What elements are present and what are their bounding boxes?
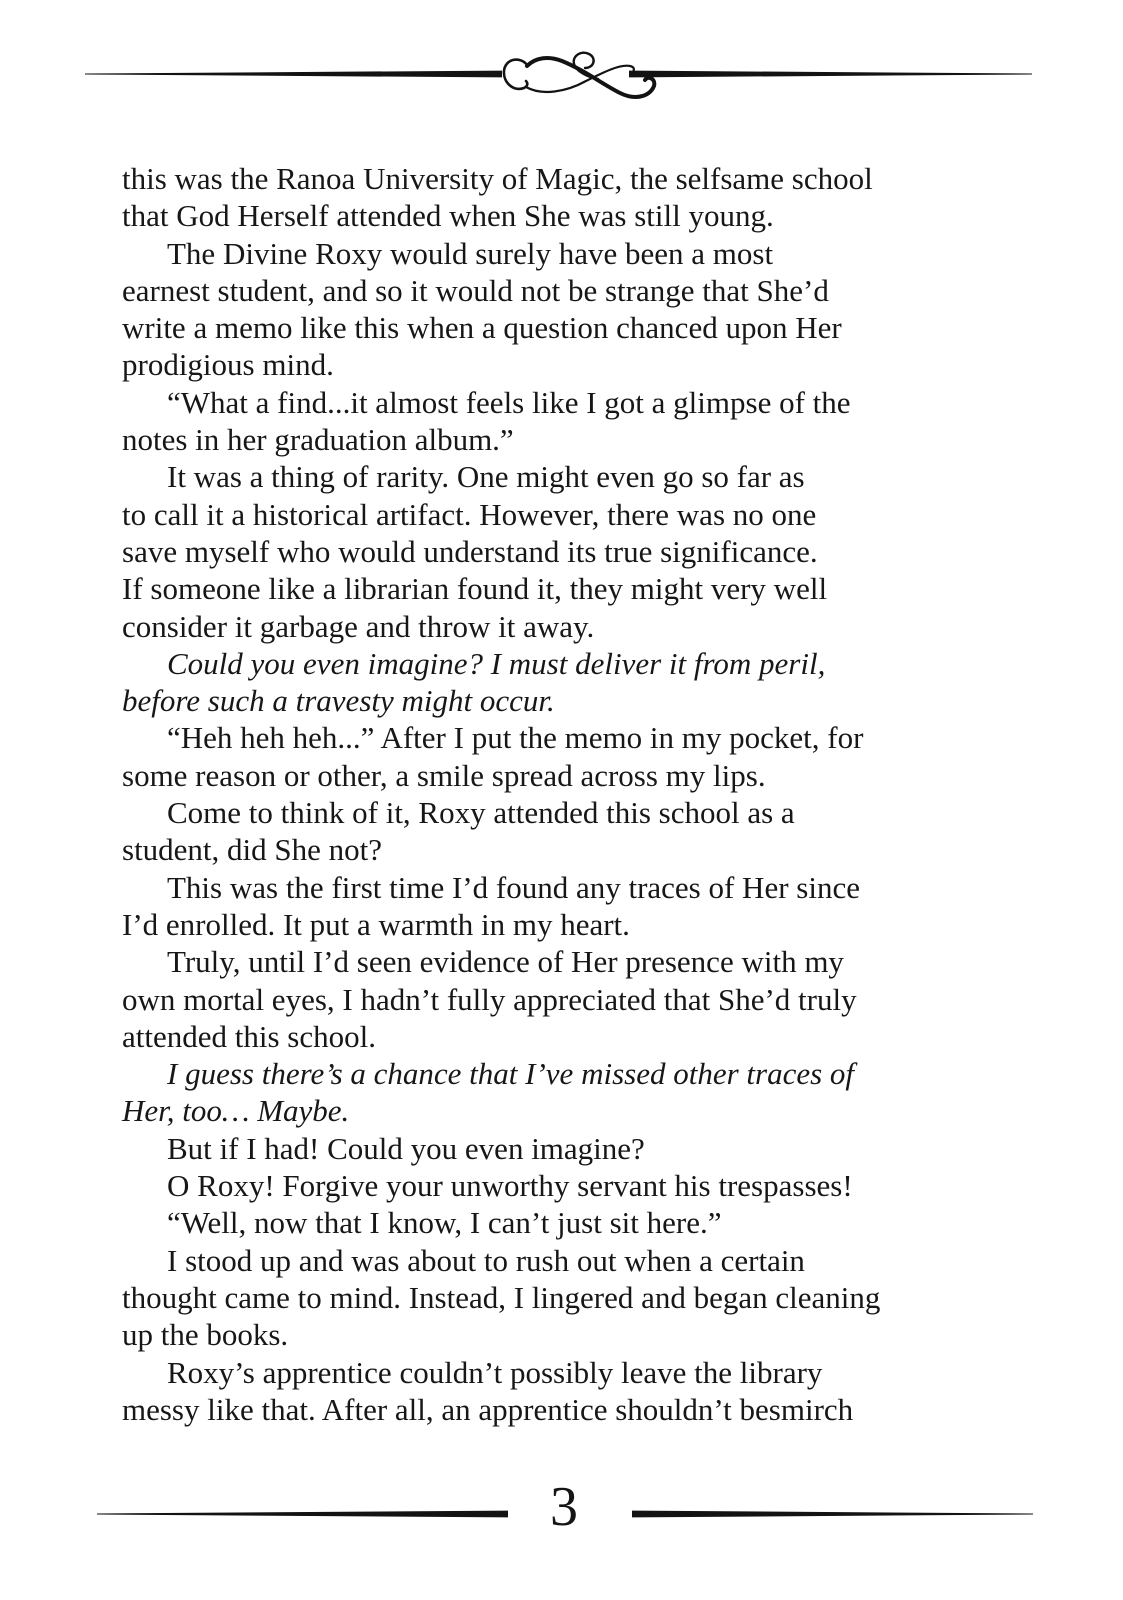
text-line: I stood up and was about to rush out when a certain [167,1242,805,1278]
text-line: Come to think of it, Roxy attended this school as a [167,795,795,831]
text-line: notes in her graduation album.” [122,422,514,458]
text-line: before such a travesty might occur. [122,683,555,719]
text-line: I guess there’s a chance that I’ve missed other traces of [167,1056,855,1092]
text-line: own mortal eyes, I hadn’t fully appreciated that She’d truly [122,981,857,1017]
text-line: But if I had! Could you even imagine? [167,1130,645,1166]
text-line: It was a thing of rarity. One might even go so far as [167,459,805,495]
body-text [122,160,1082,1428]
text-line: consider it garbage and throw it away. [122,608,595,644]
text-line: this was the Ranoa University of Magic, the selfsame school [122,161,873,196]
text-line: student, did She not? [122,832,383,868]
text-line: messy like that. After all, an apprentice shouldn’t besmirch [122,1391,854,1427]
text-line: Her, too… Maybe. [122,1093,350,1129]
text-line: “What a find...it almost feels like I got a glimpse of the [167,384,851,420]
footer-rule-right [632,1509,1033,1519]
text-line: O Roxy! Forgive your unworthy servant his trespasses! [167,1168,853,1204]
text-line: Truly, until I’d seen evidence of Her presence with my [167,944,844,980]
text-line: that God Herself attended when She was still young. [122,198,774,234]
text-line: save myself who would understand its true significance. [122,533,818,569]
divider-rule-left [85,69,502,79]
text-line: “Well, now that I know, I can’t just sit here.” [167,1205,722,1241]
divider-rule-right [629,69,1032,79]
text-line: thought came to mind. Instead, I lingered and began cleaning [122,1279,881,1315]
text-line: earnest student, and so it would not be strange that She’d [122,272,829,308]
text-line: This was the first time I’d found any traces of Her since [167,869,860,905]
text-line: Roxy’s apprentice couldn’t possibly leave the library [167,1354,823,1390]
text-line: attended this school. [122,1018,376,1054]
text-line: prodigious mind. [122,347,334,383]
text-line: some reason or other, a smile spread across my lips. [122,757,766,793]
text-line: to call it a historical artifact. However, there was no one [122,496,817,532]
text-line: “Heh heh heh...” After I put the memo in my pocket, for [167,720,864,756]
page-number: 3 [550,1476,578,1538]
text-line: Could you even imagine? I must deliver it from peril, [167,645,826,681]
text-line: If someone like a librarian found it, they might very well [122,571,828,607]
text-line: up the books. [122,1317,289,1353]
text-line: The Divine Roxy would surely have been a most [167,235,774,271]
text-line: write a memo like this when a question chanced upon Her [122,310,842,346]
text-line: I’d enrolled. It put a warmth in my heart. [122,906,630,942]
